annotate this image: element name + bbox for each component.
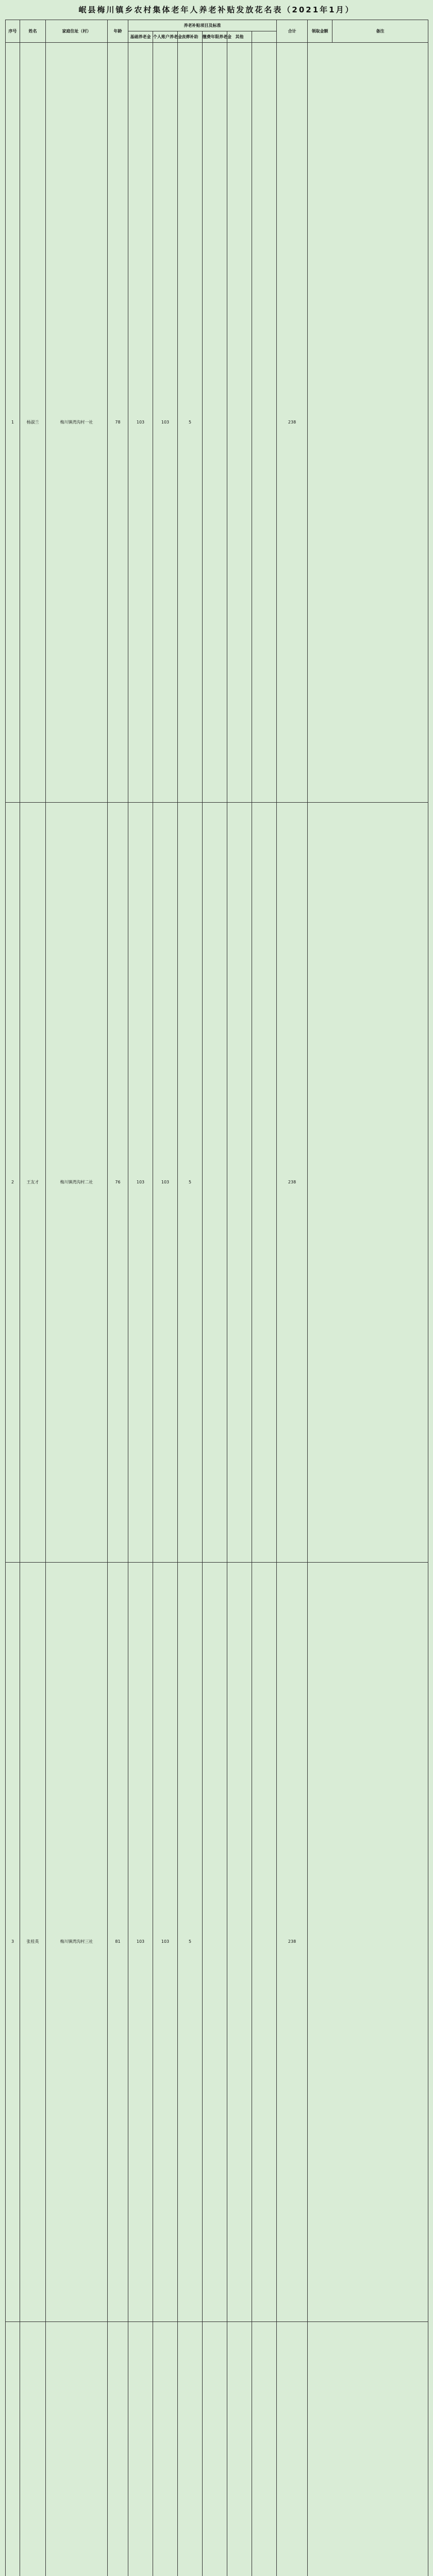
cell-sub6 (252, 1562, 277, 2322)
cell-sub4 (203, 43, 227, 803)
cell-sub6 (252, 2322, 277, 2576)
col-header-sub2: 个人账户养老金 (153, 31, 178, 43)
cell-age (108, 2322, 128, 2576)
cell-village: 梅川镇湾沟村一社 (46, 43, 108, 803)
col-header-sub4: 缴费年限养老金 (203, 31, 227, 43)
col-header-sub6 (252, 31, 277, 43)
cell-name: 杨淑兰 (20, 43, 46, 803)
cell-sub1: 103 (128, 1562, 153, 2322)
table-row (6, 802, 428, 1562)
col-header-sub3: 丧葬补助 (178, 31, 203, 43)
cell-age: 81 (108, 1562, 128, 2322)
cell-sub3: 5 (178, 43, 203, 803)
cell-sub4 (203, 1562, 227, 2322)
cell-remark (308, 802, 428, 1562)
cell-sub4 (203, 2322, 227, 2576)
cell-sub3: 5 (178, 1562, 203, 2322)
cell-age: 76 (108, 802, 128, 1562)
cell-sub6 (252, 802, 277, 1562)
cell-age: 78 (108, 43, 128, 803)
cell-name: 王友才 (20, 802, 46, 1562)
cell-remark (308, 1562, 428, 2322)
table-body (6, 43, 428, 2576)
col-header-note: 领取金额 (308, 20, 332, 43)
cell-sub5 (227, 2322, 252, 2576)
col-header-items-group: 养老补贴项目及标准 (128, 20, 277, 31)
col-header-total: 合计 (277, 20, 308, 43)
cell-seq (6, 2322, 20, 2576)
table-row (6, 43, 428, 803)
cell-sub2: 103 (153, 43, 178, 803)
col-header-sub5: 其他 (227, 31, 252, 43)
table-row (6, 2322, 428, 2576)
cell-remark (308, 2322, 428, 2576)
cell-village (46, 2322, 108, 2576)
cell-sub4 (203, 802, 227, 1562)
cell-name: 张桂英 (20, 1562, 46, 2322)
cell-sub5 (227, 802, 252, 1562)
col-header-sub1: 基础养老金 (128, 31, 153, 43)
cell-remark (308, 43, 428, 803)
cell-total: 238 (277, 1562, 308, 2322)
cell-sub1 (128, 2322, 153, 2576)
subsidy-table (5, 20, 428, 2576)
cell-total (277, 2322, 308, 2576)
cell-sub1: 103 (128, 802, 153, 1562)
col-header-seq: 序号 (6, 20, 20, 43)
cell-sub1: 103 (128, 43, 153, 803)
cell-seq: 2 (6, 802, 20, 1562)
cell-sub2 (153, 2322, 178, 2576)
cell-seq: 1 (6, 43, 20, 803)
cell-village: 梅川镇湾沟村二社 (46, 802, 108, 1562)
cell-village: 梅川镇湾沟村三社 (46, 1562, 108, 2322)
cell-total: 238 (277, 43, 308, 803)
cell-sub3: 5 (178, 802, 203, 1562)
cell-sub5 (227, 43, 252, 803)
cell-sub2: 103 (153, 1562, 178, 2322)
cell-total: 238 (277, 802, 308, 1562)
col-header-name: 姓名 (20, 20, 46, 43)
col-header-age: 年龄 (108, 20, 128, 43)
cell-sub5 (227, 1562, 252, 2322)
cell-sub2: 103 (153, 802, 178, 1562)
cell-seq: 3 (6, 1562, 20, 2322)
col-header-remark: 备注 (332, 20, 428, 43)
cell-sub6 (252, 43, 277, 803)
table-row (6, 1562, 428, 2322)
cell-sub3 (178, 2322, 203, 2576)
col-header-village: 家庭住址（村） (46, 20, 108, 43)
page-title: 岷县梅川镇乡农村集体老年人养老补贴发放花名表（2021年1月） (78, 5, 355, 14)
cell-name (20, 2322, 46, 2576)
